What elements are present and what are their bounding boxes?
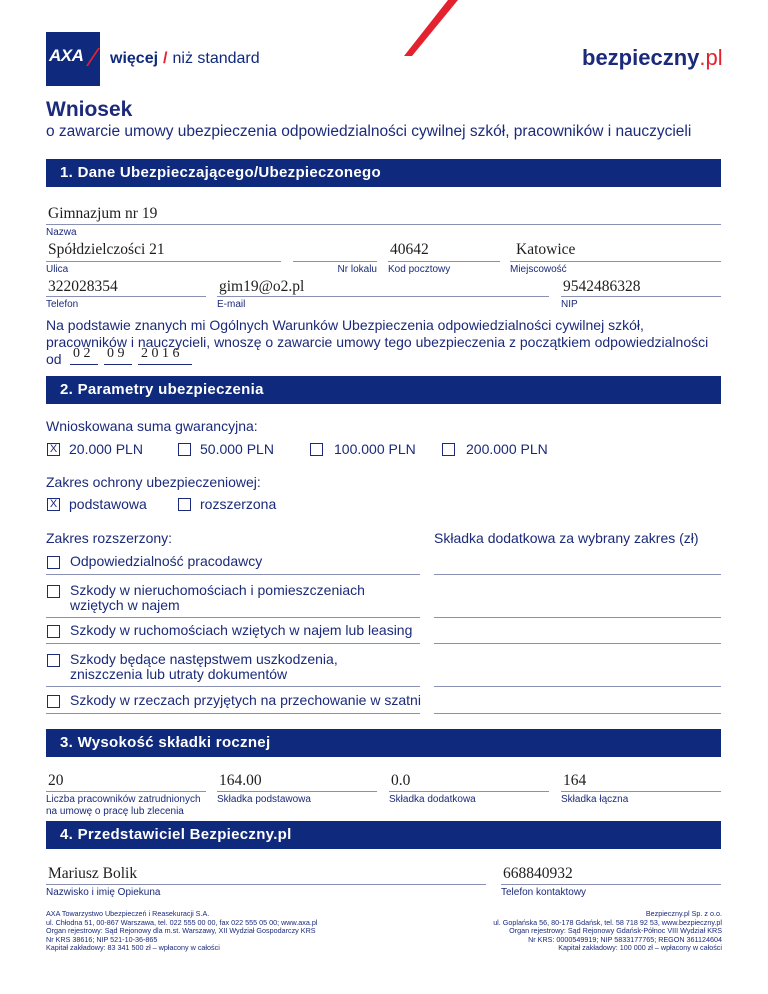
brand-logo-b: ieczny xyxy=(632,45,700,70)
sum-100000-label: 100.000 PLN xyxy=(334,441,416,457)
section2-title: 2. Parametry ubezpieczenia xyxy=(60,381,264,398)
phone-label: Telefon xyxy=(46,299,79,310)
start-month-field[interactable]: 0 9 xyxy=(107,346,125,361)
sum-200000-label: 200.000 PLN xyxy=(466,441,548,457)
employees-underline xyxy=(46,791,206,792)
brand-logo xyxy=(582,45,723,71)
scope-basic-label: podstawowa xyxy=(69,496,147,512)
axa-logo-text: AXA xyxy=(49,46,84,65)
tagline-bold: więcej xyxy=(110,50,159,67)
extended-item-label-2: zniszczenia lub utraty dokumentów xyxy=(70,666,288,682)
extended-item-label: Szkody w rzeczach przyjętych na przechowanie w szatni xyxy=(70,692,421,708)
footer-right-line: ul. Goplańska 56, 80-178 Gdańsk, tel. 58 718 92 53, www.bezpieczny.pl xyxy=(493,917,722,927)
phone-field[interactable]: 322028354 xyxy=(48,278,118,295)
footer-right xyxy=(493,910,722,953)
footer-right-line: Nr KRS: 0000549919; NIP 5833177765; REGON 361124604 xyxy=(528,934,722,944)
email-label: E-mail xyxy=(217,299,246,310)
extended-item-checkbox[interactable] xyxy=(47,585,60,598)
postcode-label: Kod pocztowy xyxy=(388,264,451,275)
email-field[interactable]: gim19@o2.pl xyxy=(219,278,305,295)
extended-item-underline xyxy=(46,617,420,618)
postcode-field[interactable]: 40642 xyxy=(390,241,429,258)
tagline xyxy=(110,50,260,68)
extended-item-label: Szkody w ruchomościach wziętych w najem lub leasing xyxy=(70,622,413,638)
email-underline xyxy=(217,296,549,297)
extended-item-underline xyxy=(46,574,420,575)
page-title: Wniosek xyxy=(46,98,133,121)
footer-left-line: Nr KRS 38616; NIP 521-10-36-865 xyxy=(46,934,158,944)
footer-right-line: Organ rejestrowy: Sąd Rejonowy Gdańsk-Północ VIII Wydział KRS xyxy=(509,926,722,936)
tagline-slash-icon: / xyxy=(163,50,168,67)
name-field[interactable]: Gimnazjum nr 19 xyxy=(48,205,158,222)
city-label: Miejscowość xyxy=(510,264,567,275)
start-year-underline xyxy=(138,364,192,365)
agent-phone-label: Telefon kontaktowy xyxy=(501,887,587,898)
street-underline xyxy=(46,261,281,262)
start-day-field[interactable]: 0 2 xyxy=(73,346,91,361)
extra-premium-label: Składka dodatkowa xyxy=(389,794,476,805)
extended-item-underline xyxy=(46,643,420,644)
extended-item-checkbox[interactable] xyxy=(47,556,60,569)
agent-phone-underline xyxy=(501,884,721,885)
section2-header xyxy=(46,376,721,404)
start-year-field[interactable]: 2 0 1 6 xyxy=(141,346,180,361)
extended-premium-field[interactable] xyxy=(434,574,721,575)
section1-header xyxy=(46,159,721,187)
tagline-rest: niż standard xyxy=(172,50,260,67)
decorative-stripe xyxy=(400,0,460,60)
total-premium-label: Składka łączna xyxy=(561,794,629,805)
local-label: Nr lokalu xyxy=(337,264,377,275)
sum-50000-label: 50.000 PLN xyxy=(200,441,274,457)
premium-column-label: Składka dodatkowa za wybrany zakres (zł) xyxy=(434,530,699,546)
section3-header xyxy=(46,729,721,757)
extended-item-label-2: wziętych w najem xyxy=(70,597,180,613)
street-field[interactable]: Spółdzielczości 21 xyxy=(48,241,165,258)
footer-left-line: Organ rejestrowy: Sąd Rejonowy dla m.st. Warszawy, XII Wydział Gospodarczy KRS xyxy=(46,926,316,936)
footer-left xyxy=(46,910,317,953)
axa-logo xyxy=(46,32,100,86)
name-underline xyxy=(46,224,721,225)
extended-item-checkbox[interactable] xyxy=(47,654,60,667)
sum-20000-checkbox[interactable]: X xyxy=(47,443,60,456)
total-premium-underline xyxy=(561,791,721,792)
sum-50000-checkbox[interactable] xyxy=(178,443,191,456)
street-label: Ulica xyxy=(46,264,69,275)
employees-field[interactable]: 20 xyxy=(48,772,64,789)
brand-logo-c: .pl xyxy=(699,45,723,70)
scope-basic-checkbox[interactable]: X xyxy=(47,498,60,511)
agent-name-label: Nazwisko i imię Opiekuna xyxy=(46,887,161,898)
sum-20000-label: 20.000 PLN xyxy=(69,441,143,457)
sum-100000-checkbox[interactable] xyxy=(310,443,323,456)
extended-item-underline xyxy=(46,713,420,714)
city-underline xyxy=(510,261,721,262)
base-premium-underline xyxy=(217,791,377,792)
extended-premium-field[interactable] xyxy=(434,713,721,714)
extended-item-label: Szkody w nieruchomościach i pomieszczeniach xyxy=(70,582,365,598)
agent-phone-field[interactable]: 668840932 xyxy=(503,865,573,882)
phone-underline xyxy=(46,296,206,297)
nip-underline xyxy=(561,296,721,297)
extended-premium-field[interactable] xyxy=(434,686,721,687)
extended-scope-label: Zakres rozszerzony: xyxy=(46,530,173,546)
extended-item-checkbox[interactable] xyxy=(47,625,60,638)
extended-item-checkbox[interactable] xyxy=(47,695,60,708)
employees-label: Liczba pracowników zatrudnionych xyxy=(46,794,201,805)
statement-od: od xyxy=(46,351,62,367)
statement-line-1: Na podstawie znanych mi Ogólnych Warunków Ubezpieczenia odpowiedzialności cywilnej szkół, xyxy=(46,317,644,333)
extended-premium-field[interactable] xyxy=(434,617,721,618)
postcode-underline xyxy=(388,261,500,262)
section4-title: 4. Przedstawiciel Bezpieczny.pl xyxy=(60,826,292,843)
section4-header xyxy=(46,821,721,849)
sum-200000-checkbox[interactable] xyxy=(442,443,455,456)
start-day-underline xyxy=(70,364,98,365)
footer-right-line: Kapitał zakładowy: 100 000 zł – wpłacony w całości xyxy=(558,943,722,953)
section1-title: 1. Dane Ubezpieczającego/Ubezpieczonego xyxy=(60,164,381,181)
agent-name-field[interactable]: Mariusz Bolik xyxy=(48,865,138,882)
scope-label: Zakres ochrony ubezpieczeniowej: xyxy=(46,474,261,490)
extended-item-label: Odpowiedzialność pracodawcy xyxy=(70,553,263,569)
extended-item-underline xyxy=(46,686,420,687)
agent-name-underline xyxy=(46,884,486,885)
employees-label-2: na umowę o pracę lub zlecenia xyxy=(46,806,184,817)
brand-logo-a: bezp xyxy=(582,45,633,70)
footer-left-line: Kapitał zakładowy: 83 341 500 zł – wpłacony w całości xyxy=(46,943,220,953)
footer-left-line: AXA Towarzystwo Ubezpieczeń i Reasekuracji S.A. xyxy=(46,909,210,918)
base-premium-label: Składka podstawowa xyxy=(217,794,311,805)
city-field[interactable]: Katowice xyxy=(516,241,576,258)
total-premium-field[interactable]: 164 xyxy=(563,772,587,789)
nip-field[interactable]: 9542486328 xyxy=(563,278,641,295)
scope-extended-checkbox[interactable] xyxy=(178,498,191,511)
page-subtitle: o zawarcie umowy ubezpieczenia odpowiedzialności cywilnej szkół, pracowników i nauczycieli xyxy=(46,123,692,140)
extended-item-label: Szkody będące następstwem uszkodzenia, xyxy=(70,651,338,667)
name-label: Nazwa xyxy=(46,227,77,238)
statement-line-2: pracowników i nauczycieli, wnoszę o zawarcie umowy tego ubezpieczenia z początkiem odpowiedzialności xyxy=(46,334,709,350)
extended-premium-field[interactable] xyxy=(434,643,721,644)
local-underline xyxy=(293,261,377,262)
nip-label: NIP xyxy=(561,299,578,310)
footer-left-line: ul. Chłodna 51, 00-867 Warszawa, tel. 022 555 00 00, fax 022 555 05 00; www.axa.pl xyxy=(46,917,318,927)
scope-extended-label: rozszerzona xyxy=(200,496,277,512)
sum-label: Wnioskowana suma gwarancyjna: xyxy=(46,418,258,434)
extra-premium-underline xyxy=(389,791,549,792)
base-premium-field[interactable]: 164.00 xyxy=(219,772,262,789)
extra-premium-field[interactable]: 0.0 xyxy=(391,772,411,789)
start-month-underline xyxy=(104,364,132,365)
footer-right-line: Bezpieczny.pl Sp. z o.o. xyxy=(645,909,722,918)
section3-title: 3. Wysokość składki rocznej xyxy=(60,734,271,751)
